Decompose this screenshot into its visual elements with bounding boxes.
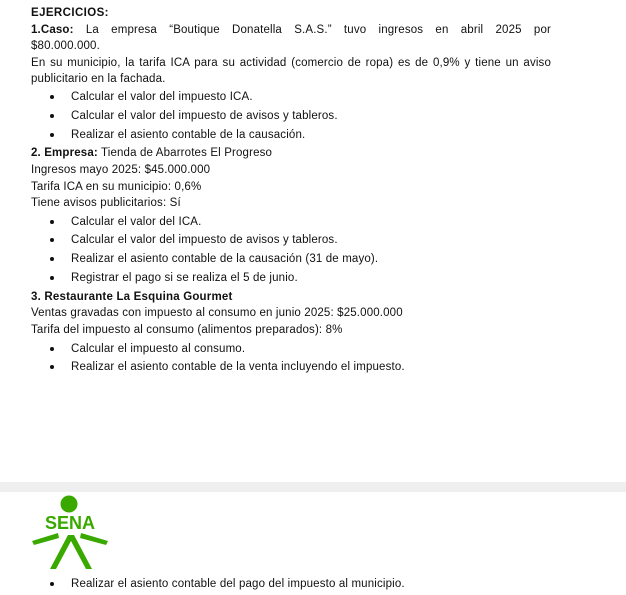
list-item: Realizar el asiento contable del pago del impuesto al municipio.: [71, 576, 591, 593]
case1-amount: $80.000.000.: [31, 40, 100, 53]
sena-logo-head: [61, 496, 78, 513]
sena-logo: [28, 493, 112, 569]
case3-sales: Ventas gravadas con impuesto al consumo en junio 2025: $25.000.000: [31, 307, 403, 320]
case1-label: 1.Caso:: [31, 23, 74, 36]
case2-name: Tienda de Abarrotes El Progreso: [101, 147, 273, 160]
case3-heading: 3. Restaurante La Esquina Gourmet: [31, 290, 233, 303]
list-item: Registrar el pago si se realiza el 5 de junio.: [71, 270, 551, 287]
sena-logo-arm-left: [32, 533, 59, 545]
page-separator: [0, 482, 626, 492]
case1-rate-text: En su municipio, la tarifa ICA para su actividad (comercio de ropa) es de 0,9% y tiene un aviso publicitario en la fachada.: [31, 56, 551, 86]
case2-label: 2. Empresa:: [31, 147, 98, 160]
case2-rate: Tarifa ICA en su municipio: 0,6%: [31, 180, 202, 193]
list-item: Calcular el valor del impuesto de avisos y tableros.: [71, 108, 551, 125]
sena-logo-arm-right: [80, 533, 108, 545]
exercises-heading: EJERCICIOS:: [31, 7, 109, 19]
case1-task-list: [31, 89, 551, 143]
list-item: Calcular el impuesto al consumo.: [71, 341, 551, 358]
list-item: Calcular el valor del impuesto de avisos y tableros.: [71, 232, 551, 249]
case3-task-list: [31, 341, 551, 376]
list-item: Calcular el valor del impuesto ICA.: [71, 89, 551, 106]
case3-rate: Tarifa del impuesto al consumo (alimentos preparados): 8%: [31, 324, 343, 336]
exercises-content: [31, 5, 551, 378]
sena-logo-text: SENA: [44, 513, 96, 533]
case1-line1-text: La empresa “Boutique Donatella S.A.S.” tuvo ingresos en abril 2025 por: [85, 23, 551, 36]
case1-intro: [31, 22, 551, 39]
case2-task-list: [31, 214, 551, 287]
list-item: Calcular el valor del ICA.: [71, 214, 551, 231]
case2-income: Ingresos mayo 2025: $45.000.000: [31, 163, 211, 176]
sena-logo-body: [50, 535, 92, 569]
list-item: Realizar el asiento contable de la causación (31 de mayo).: [71, 251, 551, 268]
page2-content: [31, 576, 591, 595]
final-task-list: [31, 576, 591, 593]
list-item: Realizar el asiento contable de la venta incluyendo el impuesto.: [71, 359, 551, 376]
case2-ads: Tiene avisos publicitarios: Sí: [31, 197, 181, 210]
list-item: Realizar el asiento contable de la causación.: [71, 127, 551, 144]
case2-heading: [31, 145, 551, 162]
